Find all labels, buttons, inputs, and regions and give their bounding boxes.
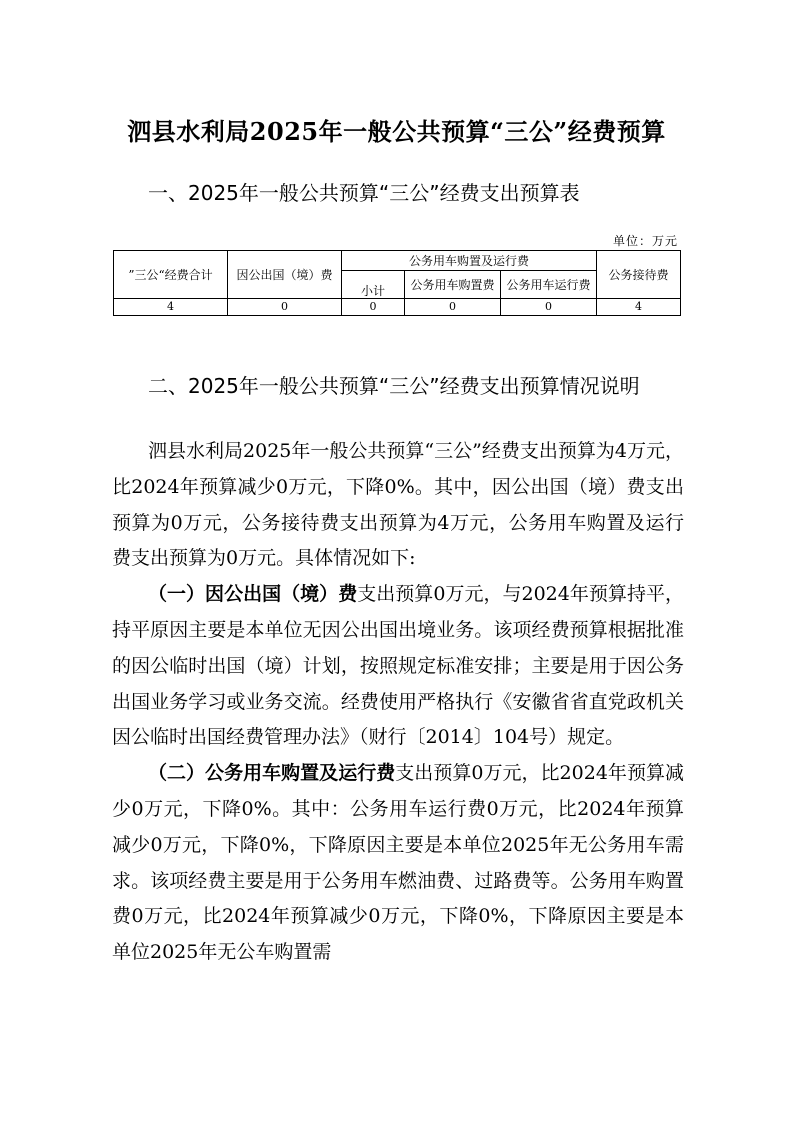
header-reception: 公务接待费 [597, 251, 681, 299]
header-vehicle-group: 公务用车购置及运行费 [342, 251, 597, 271]
header-abroad: 因公出国（境）费 [228, 251, 342, 299]
body-text [112, 434, 684, 971]
header-subtotal: 小计 [342, 271, 405, 299]
table-cell-subtotal: 0 [342, 299, 405, 316]
paragraph-vehicle [112, 756, 684, 971]
paragraph-summary: 泗县水利局2025年一般公共预算“三公”经费支出预算为4万元，比2024年预算减少0万元，下降0%。其中，因公出国（境）费支出预算为0万元，公务接待费支出预算为4万元，公务用车购置及运行费支出预算为0万元。具体情况如下: [112, 440, 684, 570]
section2-heading: 二、2025年一般公共预算“三公”经费支出预算情况说明 [148, 374, 640, 398]
header-vehicle-operation: 公务用车运行费 [501, 271, 597, 299]
table-cell-abroad: 0 [228, 299, 342, 316]
paragraph-abroad-label: （一）因公出国（境）费 [148, 583, 358, 606]
unit-label: 单位：万元 [612, 234, 678, 248]
paragraph-abroad [112, 577, 684, 756]
table-cell-total: 4 [114, 299, 228, 316]
paragraph-vehicle-text: 支出预算0万元，比2024年预算减少0万元，下降0%。其中：公务用车运行费0万元，比2024年预算减少0万元，下降0%，下降原因主要是本单位2025年无公务用车需求。该项经费主要是用于公务用车燃油费、过路费等。公务用车购置费0万元，比2024年预算减少0万元，下降0%，下降原因主要是本单位2025年无公车购置需 [112, 762, 684, 964]
table-cell-vehicle-purchase: 0 [405, 299, 501, 316]
header-total: ”三公“经费合计 [114, 251, 228, 299]
paragraph-vehicle-label: （二）公务用车购置及运行费 [148, 762, 396, 785]
paragraph-abroad-text: 支出预算0万元，与2024年预算持平，持平原因主要是本单位无因公出国出境业务。该项经费预算根据批准的因公临时出国（境）计划，按照规定标准安排；主要是用于因公务出国业务学习或业务交流。经费使用严格执行《安徽省省直党政机关因公临时出国经费管理办法》（财行〔2014〕104号）规定。 [112, 583, 684, 749]
budget-table [113, 250, 681, 316]
table-cell-vehicle-operation: 0 [501, 299, 597, 316]
header-vehicle-purchase: 公务用车购置费 [405, 271, 501, 299]
document-title: 泗县水利局2025年一般公共预算“三公”经费预算 [127, 117, 666, 146]
table-cell-reception: 4 [597, 299, 681, 316]
section1-heading: 一、2025年一般公共预算“三公”经费支出预算表 [148, 181, 580, 205]
